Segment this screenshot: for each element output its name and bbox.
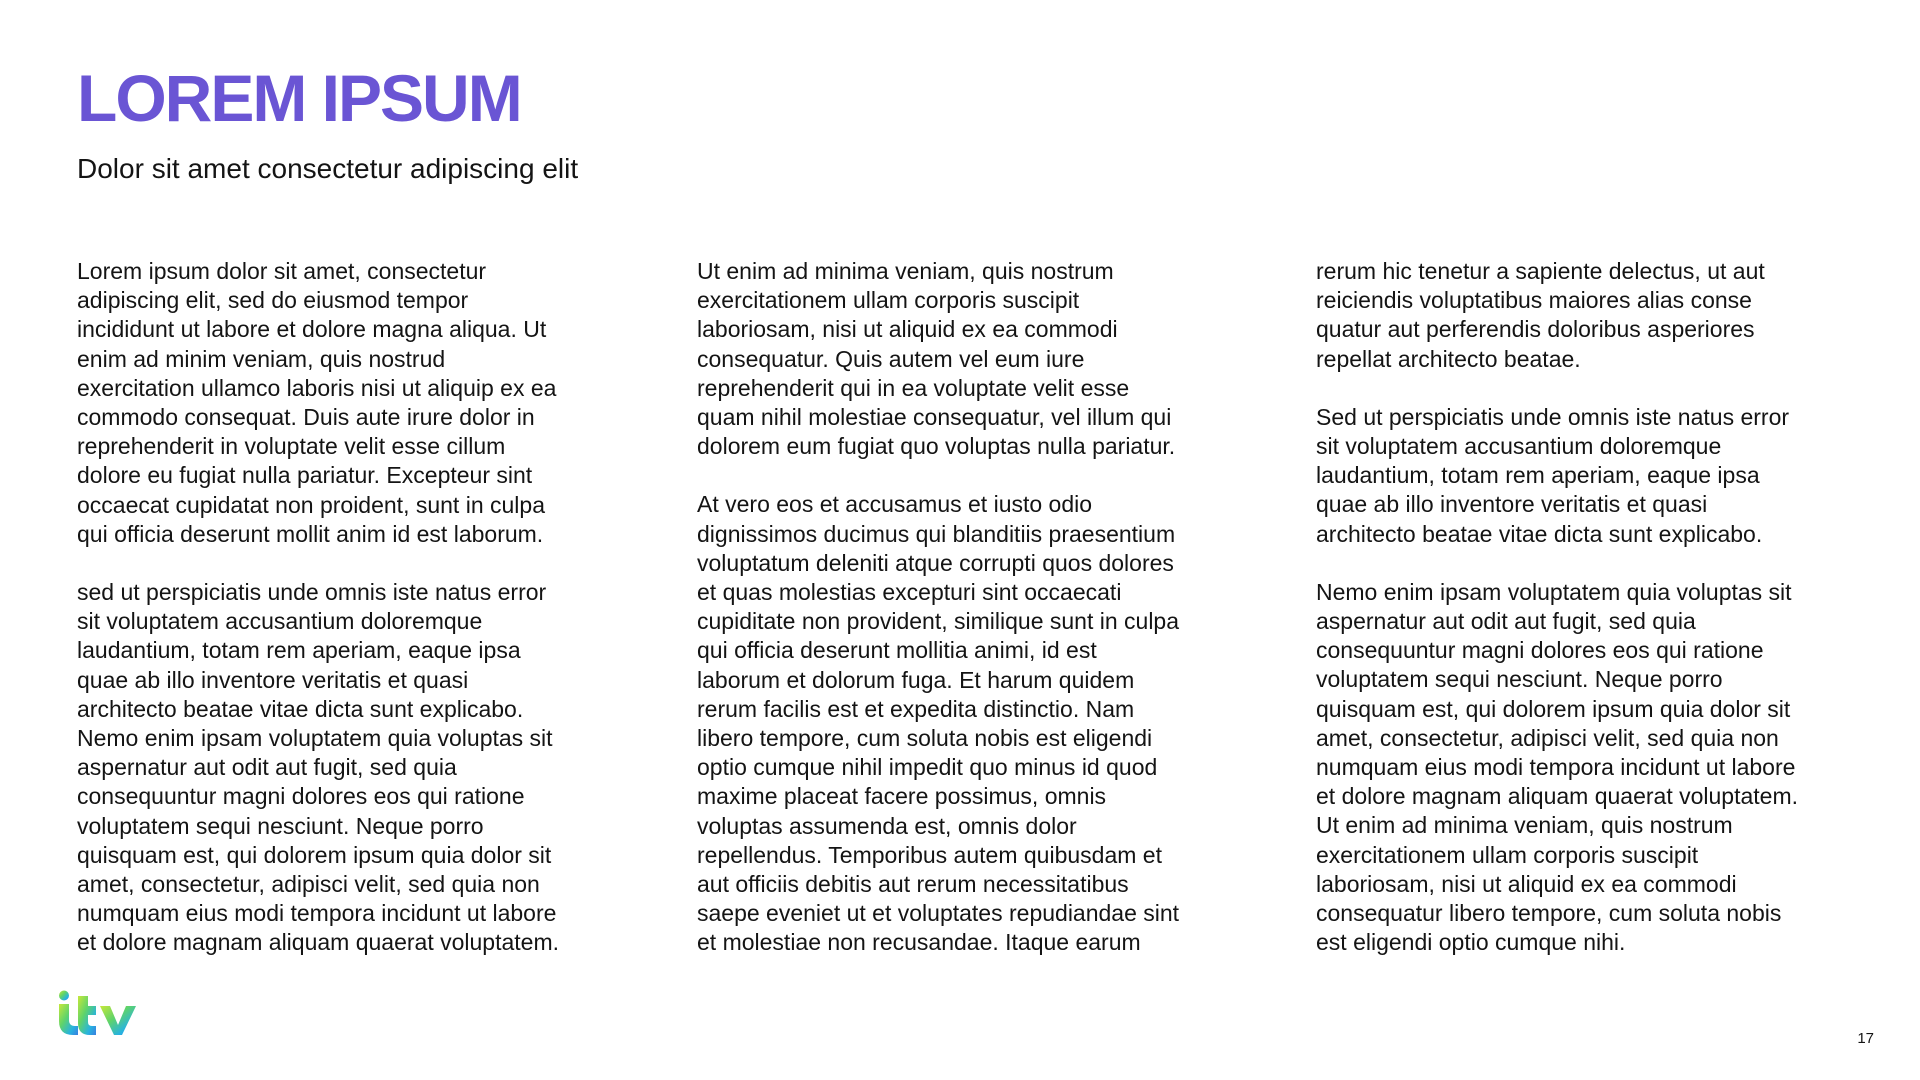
paragraph: Nemo enim ipsam voluptatem quia voluptas sit aspernatur aut odit aut fugit, sed quia consequuntur magni dolores eos qui ratione voluptatem sequi nesciunt. Neque porro quisquam est, qui dolorem ipsum quia dolor sit amet, consectetur, adipisci velit, sed quia non numquam eius modi tempora incidunt ut labore et dolore magnam aliquam quaerat voluptatem. Ut enim ad minima veniam, quis nostrum exercitationem ullam corporis suscipit laboriosam, nisi ut aliquid ex ea commodi consequatur libero tempore, cum soluta nobis est eligendi optio cumque nihi. <box>1316 578 1799 956</box>
slide-subtitle: Dolor sit amet consectetur adipiscing elit <box>77 153 579 184</box>
paragraph: Sed ut perspiciatis unde omnis iste natus error sit voluptatem accusantium doloremque laudantium, totam rem aperiam, eaque ipsa quae ab illo inventore veritatis et quasi architecto beatae vitae dicta sunt explicabo. <box>1316 403 1790 547</box>
page-number: 17 <box>1857 1030 1874 1047</box>
text-column-2 <box>697 257 1237 987</box>
paragraph: Lorem ipsum dolor sit amet, consectetur adipiscing elit, sed do eiusmod tempor incididunt ut labore et dolore magna aliqua. Ut enim ad minim veniam, quis nostrud exercitation ullamco laboris nisi ut aliquip ex ea commodo consequat. Duis aute irure dolor in reprehenderit in voluptate velit esse cillum dolore eu fugiat nulla pariatur. Excepteur sint occaecat cupidatat non proident, sunt in culpa qui officia deserunt mollit anim id est laborum. <box>77 258 557 547</box>
text-column-3 <box>1316 257 1856 986</box>
itv-logo <box>56 990 160 1044</box>
paragraph: At vero eos et accusamus et iusto odio dignissimos ducimus qui blanditiis praesentium voluptatum deleniti atque corrupti quos dolores et quas molestias excepturi sint occaecati cupiditate non provident, similique sunt in culpa qui officia deserunt mollitia animi, id est laborum et dolorum fuga. Et harum quidem rerum facilis est et expedita distinctio. Nam libero tempore, cum soluta nobis est eligendi optio cumque nihil impedit quo minus id quod maxime placeat facere possimus, omnis voluptas assumenda est, omnis dolor repellendus. Temporibus autem quibusdam et aut officiis debitis aut rerum necessitatibus saepe eveniet ut et voluptates repudiandae sint et molestiae non recusandae. Itaque earum <box>697 491 1180 956</box>
text-column-1 <box>77 257 617 987</box>
paragraph: Ut enim ad minima veniam, quis nostrum exercitationem ullam corporis suscipit laboriosam, nisi ut aliquid ex ea commodi consequatur. Quis autem vel eum iure reprehenderit qui in ea voluptate velit esse quam nihil molestiae consequatur, vel illum qui dolorem eum fugiat quo voluptas nulla pariatur. <box>697 258 1176 460</box>
paragraph: sed ut perspiciatis unde omnis iste natus error sit voluptatem accusantium doloremque laudantium, totam rem aperiam, eaque ipsa quae ab illo inventore veritatis et quasi architecto beatae vitae dicta sunt explicabo. Nemo enim ipsam voluptatem quia voluptas sit aspernatur aut odit aut fugit, sed quia consequuntur magni dolores eos qui ratione voluptatem sequi nesciunt. Neque porro quisquam est, qui dolorem ipsum quia dolor sit amet, consectetur, adipisci velit, sed quia non numquam eius modi tempora incidunt ut labore et dolore magnam aliquam quaerat voluptatem. <box>77 579 560 956</box>
text-columns <box>77 257 1867 977</box>
slide-title: LOREM IPSUM <box>77 61 521 135</box>
paragraph: rerum hic tenetur a sapiente delectus, ut aut reiciendis voluptatibus maiores alias conse quatur aut perferendis doloribus asperiores repellat architecto beatae. <box>1316 258 1765 372</box>
